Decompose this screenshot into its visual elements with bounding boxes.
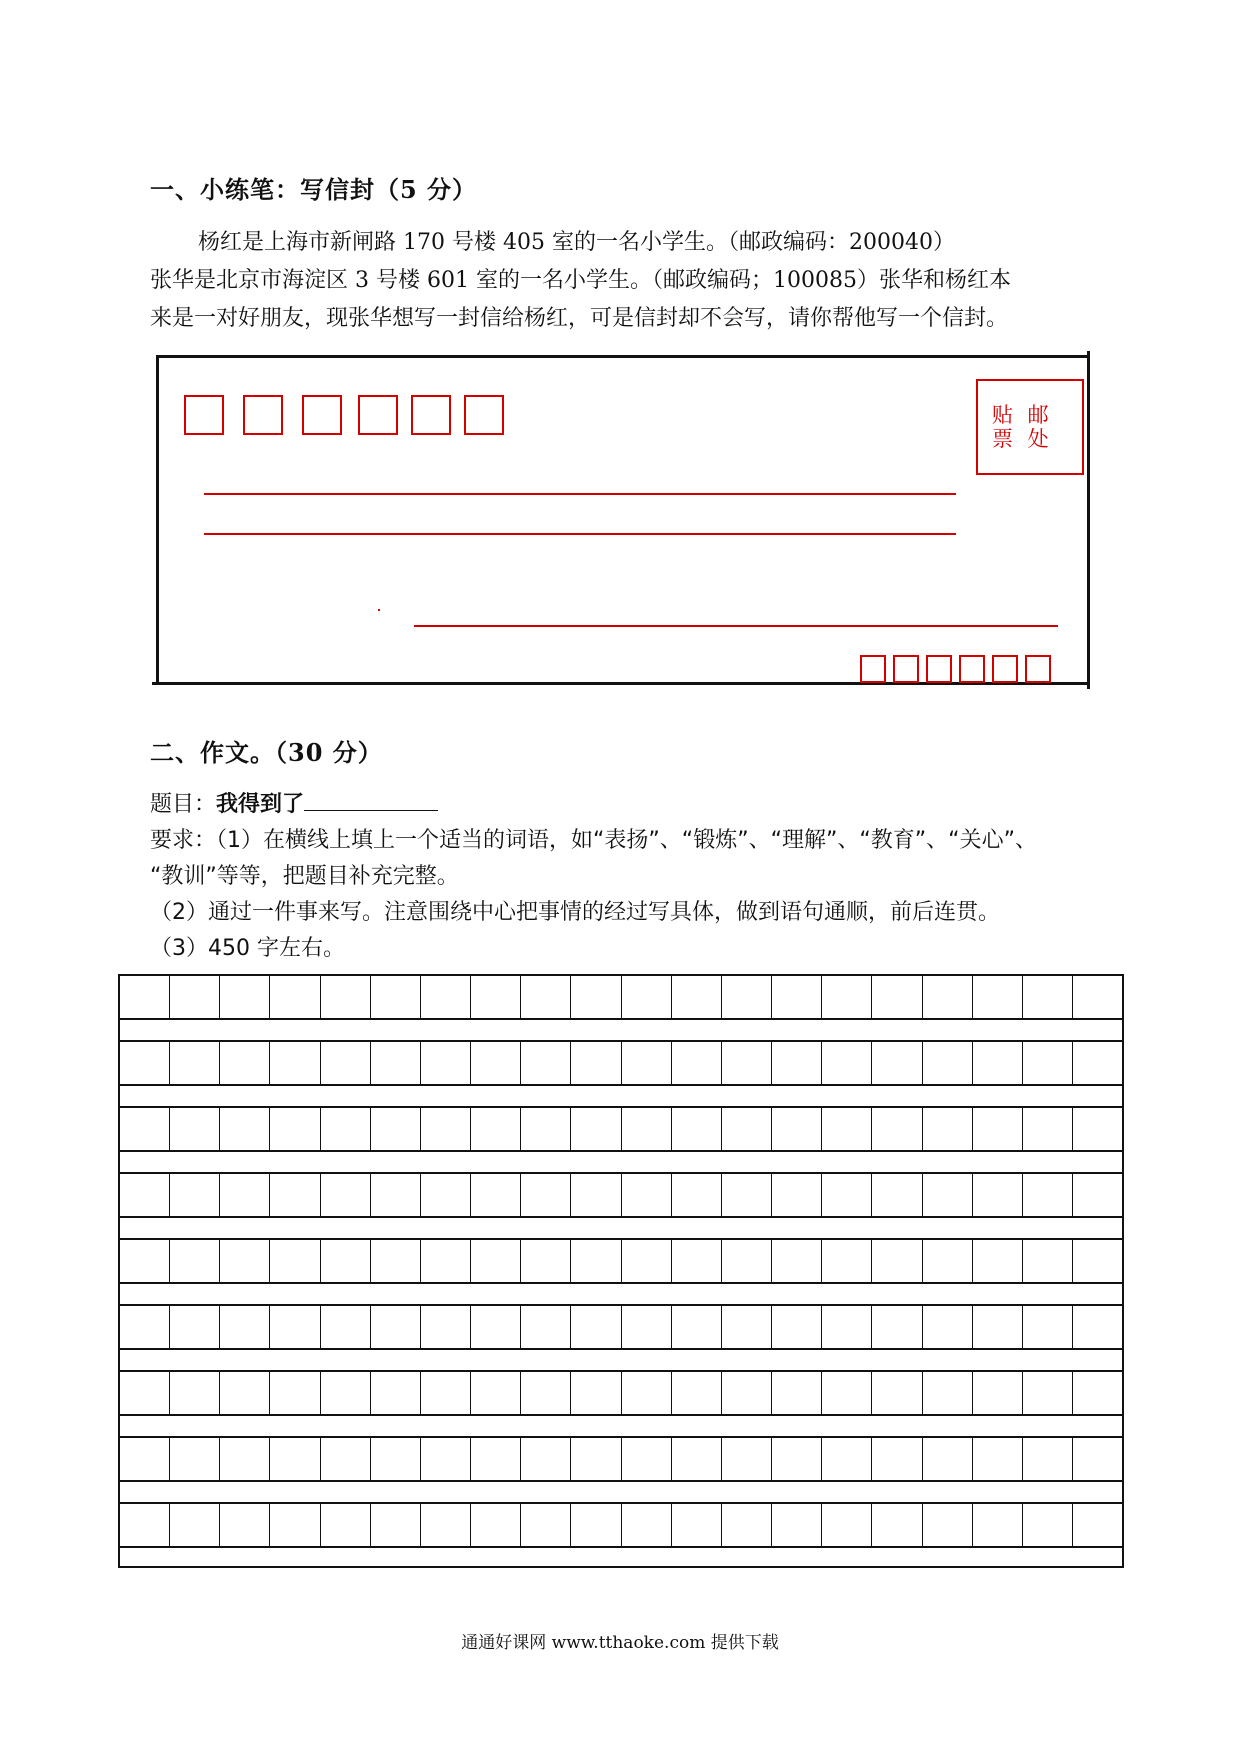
grid-cell[interactable] xyxy=(421,1174,471,1216)
grid-cell[interactable] xyxy=(923,1042,973,1084)
grid-cell[interactable] xyxy=(872,1240,922,1282)
grid-cell[interactable] xyxy=(371,1174,421,1216)
section2-heading: 二、作文。（30 分） xyxy=(150,738,383,767)
grid-row xyxy=(118,1238,1124,1284)
requirement-line: 要求：（1）在横线上填上一个适当的词语，如“表扬”、“锻炼”、“理解”、“教育”、“关心”、 xyxy=(150,828,1037,853)
grid-cell[interactable] xyxy=(120,1174,170,1216)
grid-row xyxy=(118,1172,1124,1218)
grid-bottom-border xyxy=(118,1566,1124,1568)
grid-cell[interactable] xyxy=(270,1438,320,1480)
grid-cell[interactable] xyxy=(220,1108,270,1150)
grid-cell[interactable] xyxy=(973,1108,1023,1150)
grid-cell[interactable] xyxy=(923,1504,973,1546)
grid-gap-row xyxy=(118,1152,1124,1172)
grid-cell[interactable] xyxy=(822,1174,872,1216)
postcode-box[interactable] xyxy=(411,395,451,435)
grid-cell[interactable] xyxy=(421,1504,471,1546)
postcode-box[interactable] xyxy=(243,395,283,435)
grid-row xyxy=(118,1106,1124,1152)
grid-cell[interactable] xyxy=(170,1108,220,1150)
grid-cell[interactable] xyxy=(471,1372,521,1414)
grid-cell[interactable] xyxy=(321,1042,371,1084)
grid-cell[interactable] xyxy=(521,1108,571,1150)
grid-cell[interactable] xyxy=(521,1372,571,1414)
grid-cell[interactable] xyxy=(1073,1438,1122,1480)
grid-cell[interactable] xyxy=(471,1042,521,1084)
grid-cell[interactable] xyxy=(471,1174,521,1216)
grid-cell[interactable] xyxy=(923,1438,973,1480)
grid-cell[interactable] xyxy=(571,1306,621,1348)
grid-cell[interactable] xyxy=(622,1372,672,1414)
grid-cell[interactable] xyxy=(321,1372,371,1414)
grid-cell[interactable] xyxy=(1073,1108,1122,1150)
section1-heading: 一、小练笔：写信封（5 分） xyxy=(150,175,478,204)
grid-cell[interactable] xyxy=(1023,976,1073,1018)
grid-cell[interactable] xyxy=(270,1174,320,1216)
grid-cell[interactable] xyxy=(872,976,922,1018)
grid-cell[interactable] xyxy=(822,976,872,1018)
grid-cell[interactable] xyxy=(973,1504,1023,1546)
grid-cell[interactable] xyxy=(571,1504,621,1546)
grid-cell[interactable] xyxy=(822,1240,872,1282)
grid-cell[interactable] xyxy=(622,1306,672,1348)
grid-cell[interactable] xyxy=(973,1174,1023,1216)
grid-cell[interactable] xyxy=(120,976,170,1018)
requirement-line: “教训”等等，把题目补充完整。 xyxy=(150,864,459,889)
grid-cell[interactable] xyxy=(722,1174,772,1216)
grid-cell[interactable] xyxy=(270,1306,320,1348)
grid-cell[interactable] xyxy=(571,1174,621,1216)
grid-cell[interactable] xyxy=(170,1042,220,1084)
grid-cell[interactable] xyxy=(722,976,772,1018)
grid-cell[interactable] xyxy=(120,1504,170,1546)
sender-postcode-box[interactable] xyxy=(926,655,952,683)
grid-cell[interactable] xyxy=(471,1108,521,1150)
grid-cell[interactable] xyxy=(1023,1042,1073,1084)
grid-cell[interactable] xyxy=(772,1042,822,1084)
grid-cell[interactable] xyxy=(722,1042,772,1084)
grid-cell[interactable] xyxy=(622,1438,672,1480)
grid-cell[interactable] xyxy=(622,1108,672,1150)
grid-cell[interactable] xyxy=(1073,1372,1122,1414)
sender-address-line[interactable] xyxy=(414,625,1058,627)
grid-cell[interactable] xyxy=(722,1108,772,1150)
recipient-address-line[interactable] xyxy=(204,493,956,495)
grid-cell[interactable] xyxy=(1023,1438,1073,1480)
grid-cell[interactable] xyxy=(571,1108,621,1150)
grid-cell[interactable] xyxy=(772,976,822,1018)
requirement-line: （2）通过一件事来写。注意围绕中心把事情的经过写具体，做到语句通顺，前后连贯。 xyxy=(150,900,1000,925)
grid-cell[interactable] xyxy=(923,1372,973,1414)
grid-cell[interactable] xyxy=(672,1504,722,1546)
grid-cell[interactable] xyxy=(220,1042,270,1084)
grid-cell[interactable] xyxy=(1023,1174,1073,1216)
grid-cell[interactable] xyxy=(270,1504,320,1546)
para-line: 来是一对好朋友，现张华想写一封信给杨红，可是信封却不会写，请你帮他写一个信封。 xyxy=(150,306,1009,331)
grid-cell[interactable] xyxy=(220,1372,270,1414)
grid-gap-row xyxy=(118,1416,1124,1436)
grid-cell[interactable] xyxy=(872,1372,922,1414)
grid-cell[interactable] xyxy=(120,1042,170,1084)
grid-cell[interactable] xyxy=(822,1306,872,1348)
grid-cell[interactable] xyxy=(471,1438,521,1480)
grid-cell[interactable] xyxy=(521,1438,571,1480)
grid-cell[interactable] xyxy=(772,1240,822,1282)
grid-cell[interactable] xyxy=(371,1240,421,1282)
grid-cell[interactable] xyxy=(321,976,371,1018)
para-line: 杨红是上海市新闸路 170 号楼 405 室的一名小学生。（邮政编码：200040） xyxy=(198,230,955,255)
envelope xyxy=(152,355,1090,685)
grid-cell[interactable] xyxy=(371,1042,421,1084)
grid-cell[interactable] xyxy=(672,1372,722,1414)
grid-cell[interactable] xyxy=(1073,1174,1122,1216)
grid-cell[interactable] xyxy=(170,1438,220,1480)
grid-cell[interactable] xyxy=(270,1108,320,1150)
postcode-box[interactable] xyxy=(358,395,398,435)
grid-cell[interactable] xyxy=(220,976,270,1018)
postcode-box[interactable] xyxy=(302,395,342,435)
grid-cell[interactable] xyxy=(220,1438,270,1480)
grid-cell[interactable] xyxy=(170,1240,220,1282)
grid-cell[interactable] xyxy=(371,1438,421,1480)
grid-cell[interactable] xyxy=(622,1240,672,1282)
grid-row xyxy=(118,1040,1124,1086)
grid-cell[interactable] xyxy=(1073,1504,1122,1546)
grid-cell[interactable] xyxy=(421,1306,471,1348)
grid-cell[interactable] xyxy=(1023,1240,1073,1282)
grid-cell[interactable] xyxy=(872,1306,922,1348)
grid-cell[interactable] xyxy=(471,1240,521,1282)
grid-cell[interactable] xyxy=(521,1504,571,1546)
envelope-border-top xyxy=(156,355,1090,358)
grid-cell[interactable] xyxy=(872,1108,922,1150)
sender-postcode-box[interactable] xyxy=(1025,655,1051,683)
grid-cell[interactable] xyxy=(1073,976,1122,1018)
grid-cell[interactable] xyxy=(722,1438,772,1480)
grid-gap-row xyxy=(118,1218,1124,1238)
grid-cell[interactable] xyxy=(822,1372,872,1414)
grid-row xyxy=(118,1370,1124,1416)
sender-postcode-box[interactable] xyxy=(860,655,886,683)
grid-cell[interactable] xyxy=(321,1108,371,1150)
grid-cell[interactable] xyxy=(371,1306,421,1348)
grid-cell[interactable] xyxy=(772,1504,822,1546)
grid-row xyxy=(118,1304,1124,1350)
grid-cell[interactable] xyxy=(521,1306,571,1348)
grid-cell[interactable] xyxy=(672,1306,722,1348)
grid-cell[interactable] xyxy=(170,1174,220,1216)
grid-cell[interactable] xyxy=(521,1240,571,1282)
grid-cell[interactable] xyxy=(622,1504,672,1546)
grid-cell[interactable] xyxy=(872,1042,922,1084)
grid-cell[interactable] xyxy=(270,1042,320,1084)
grid-cell[interactable] xyxy=(1073,1042,1122,1084)
grid-cell[interactable] xyxy=(421,1042,471,1084)
grid-cell[interactable] xyxy=(220,1306,270,1348)
grid-cell[interactable] xyxy=(923,1108,973,1150)
grid-cell[interactable] xyxy=(822,1108,872,1150)
grid-cell[interactable] xyxy=(923,1240,973,1282)
topic-blank[interactable] xyxy=(304,786,438,811)
grid-cell[interactable] xyxy=(120,1240,170,1282)
footer: 通通好课网 www.tthaoke.com 提供下载 xyxy=(461,1633,779,1653)
grid-cell[interactable] xyxy=(672,1042,722,1084)
section1-paragraph xyxy=(150,224,1011,338)
grid-cell[interactable] xyxy=(471,1504,521,1546)
envelope-border-left xyxy=(156,355,159,685)
grid-cell[interactable] xyxy=(822,1504,872,1546)
sender-postcode-box[interactable] xyxy=(893,655,919,683)
grid-cell[interactable] xyxy=(120,1372,170,1414)
grid-cell[interactable] xyxy=(973,1042,1023,1084)
grid-cell[interactable] xyxy=(371,1504,421,1546)
grid-cell[interactable] xyxy=(220,1240,270,1282)
grid-cell[interactable] xyxy=(973,1372,1023,1414)
grid-cell[interactable] xyxy=(973,1240,1023,1282)
grid-cell[interactable] xyxy=(571,976,621,1018)
grid-cell[interactable] xyxy=(270,1240,320,1282)
grid-cell[interactable] xyxy=(321,1240,371,1282)
grid-cell[interactable] xyxy=(822,1042,872,1084)
grid-cell[interactable] xyxy=(672,1108,722,1150)
grid-cell[interactable] xyxy=(1023,1108,1073,1150)
grid-cell[interactable] xyxy=(772,1108,822,1150)
grid-gap-row xyxy=(118,1482,1124,1502)
sender-postcode-box[interactable] xyxy=(992,655,1018,683)
grid-cell[interactable] xyxy=(120,1438,170,1480)
grid-cell[interactable] xyxy=(722,1306,772,1348)
grid-gap-row xyxy=(118,1284,1124,1304)
grid-cell[interactable] xyxy=(1023,1306,1073,1348)
sender-postcode-box[interactable] xyxy=(959,655,985,683)
grid-cell[interactable] xyxy=(622,1174,672,1216)
grid-row xyxy=(118,1436,1124,1482)
grid-cell[interactable] xyxy=(321,1438,371,1480)
grid-cell[interactable] xyxy=(672,1438,722,1480)
grid-cell[interactable] xyxy=(822,1438,872,1480)
writing-grid xyxy=(118,974,1124,1574)
grid-cell[interactable] xyxy=(923,1174,973,1216)
grid-cell[interactable] xyxy=(571,1438,621,1480)
grid-cell[interactable] xyxy=(722,1240,772,1282)
grid-row xyxy=(118,974,1124,1020)
grid-cell[interactable] xyxy=(1073,1306,1122,1348)
stamp-area xyxy=(976,379,1084,475)
grid-cell[interactable] xyxy=(772,1372,822,1414)
grid-cell[interactable] xyxy=(1023,1504,1073,1546)
para-line: 张华是北京市海淀区 3 号楼 601 室的一名小学生。（邮政编码；100085）张华和杨红本 xyxy=(150,268,1011,293)
grid-cell[interactable] xyxy=(421,1240,471,1282)
grid-cell[interactable] xyxy=(170,1306,220,1348)
postcode-box[interactable] xyxy=(184,395,224,435)
grid-gap-row xyxy=(118,1086,1124,1106)
grid-cell[interactable] xyxy=(170,1504,220,1546)
grid-cell[interactable] xyxy=(471,1306,521,1348)
grid-cell[interactable] xyxy=(622,976,672,1018)
grid-cell[interactable] xyxy=(220,1504,270,1546)
grid-cell[interactable] xyxy=(270,1372,320,1414)
postcode-box[interactable] xyxy=(464,395,504,435)
grid-cell[interactable] xyxy=(321,1306,371,1348)
grid-cell[interactable] xyxy=(371,1372,421,1414)
grid-cell[interactable] xyxy=(571,1042,621,1084)
grid-cell[interactable] xyxy=(421,1108,471,1150)
topic-text: 我得到了 xyxy=(216,792,305,817)
stamp-label: 票 处 xyxy=(992,427,1053,451)
stamp-label: 贴 邮 xyxy=(992,403,1053,427)
envelope-border-right xyxy=(1087,351,1090,689)
grid-cell[interactable] xyxy=(772,1306,822,1348)
grid-cell[interactable] xyxy=(973,1306,1023,1348)
grid-cell[interactable] xyxy=(923,976,973,1018)
grid-cell[interactable] xyxy=(571,1240,621,1282)
dot-mark xyxy=(378,609,380,611)
grid-cell[interactable] xyxy=(270,976,320,1018)
grid-cell[interactable] xyxy=(672,1174,722,1216)
grid-cell[interactable] xyxy=(521,1042,571,1084)
grid-cell[interactable] xyxy=(521,1174,571,1216)
grid-cell[interactable] xyxy=(923,1306,973,1348)
grid-cell[interactable] xyxy=(120,1108,170,1150)
essay-requirements xyxy=(150,823,1037,967)
grid-cell[interactable] xyxy=(722,1372,772,1414)
grid-cell[interactable] xyxy=(1073,1240,1122,1282)
grid-cell[interactable] xyxy=(672,1240,722,1282)
grid-cell[interactable] xyxy=(521,976,571,1018)
grid-cell[interactable] xyxy=(722,1504,772,1546)
grid-cell[interactable] xyxy=(973,976,1023,1018)
grid-cell[interactable] xyxy=(571,1372,621,1414)
requirement-line: （3）450 字左右。 xyxy=(150,936,345,961)
grid-cell[interactable] xyxy=(772,1438,822,1480)
grid-cell[interactable] xyxy=(421,976,471,1018)
grid-cell[interactable] xyxy=(421,1438,471,1480)
grid-cell[interactable] xyxy=(872,1438,922,1480)
grid-cell[interactable] xyxy=(220,1174,270,1216)
topic-label: 题目： xyxy=(150,792,217,817)
grid-cell[interactable] xyxy=(120,1306,170,1348)
grid-gap-row xyxy=(118,1548,1124,1568)
grid-cell[interactable] xyxy=(371,1108,421,1150)
grid-gap-row xyxy=(118,1020,1124,1040)
grid-cell[interactable] xyxy=(872,1504,922,1546)
grid-cell[interactable] xyxy=(421,1372,471,1414)
grid-cell[interactable] xyxy=(772,1174,822,1216)
grid-cell[interactable] xyxy=(1023,1372,1073,1414)
grid-cell[interactable] xyxy=(321,1504,371,1546)
grid-gap-row xyxy=(118,1350,1124,1370)
essay-topic xyxy=(150,786,438,824)
grid-row xyxy=(118,1502,1124,1548)
grid-cell[interactable] xyxy=(170,976,220,1018)
grid-cell[interactable] xyxy=(371,976,421,1018)
grid-cell[interactable] xyxy=(471,976,521,1018)
grid-cell[interactable] xyxy=(973,1438,1023,1480)
grid-cell[interactable] xyxy=(872,1174,922,1216)
grid-cell[interactable] xyxy=(672,976,722,1018)
grid-cell[interactable] xyxy=(622,1042,672,1084)
recipient-name-line[interactable] xyxy=(204,533,956,535)
grid-cell[interactable] xyxy=(170,1372,220,1414)
grid-cell[interactable] xyxy=(321,1174,371,1216)
